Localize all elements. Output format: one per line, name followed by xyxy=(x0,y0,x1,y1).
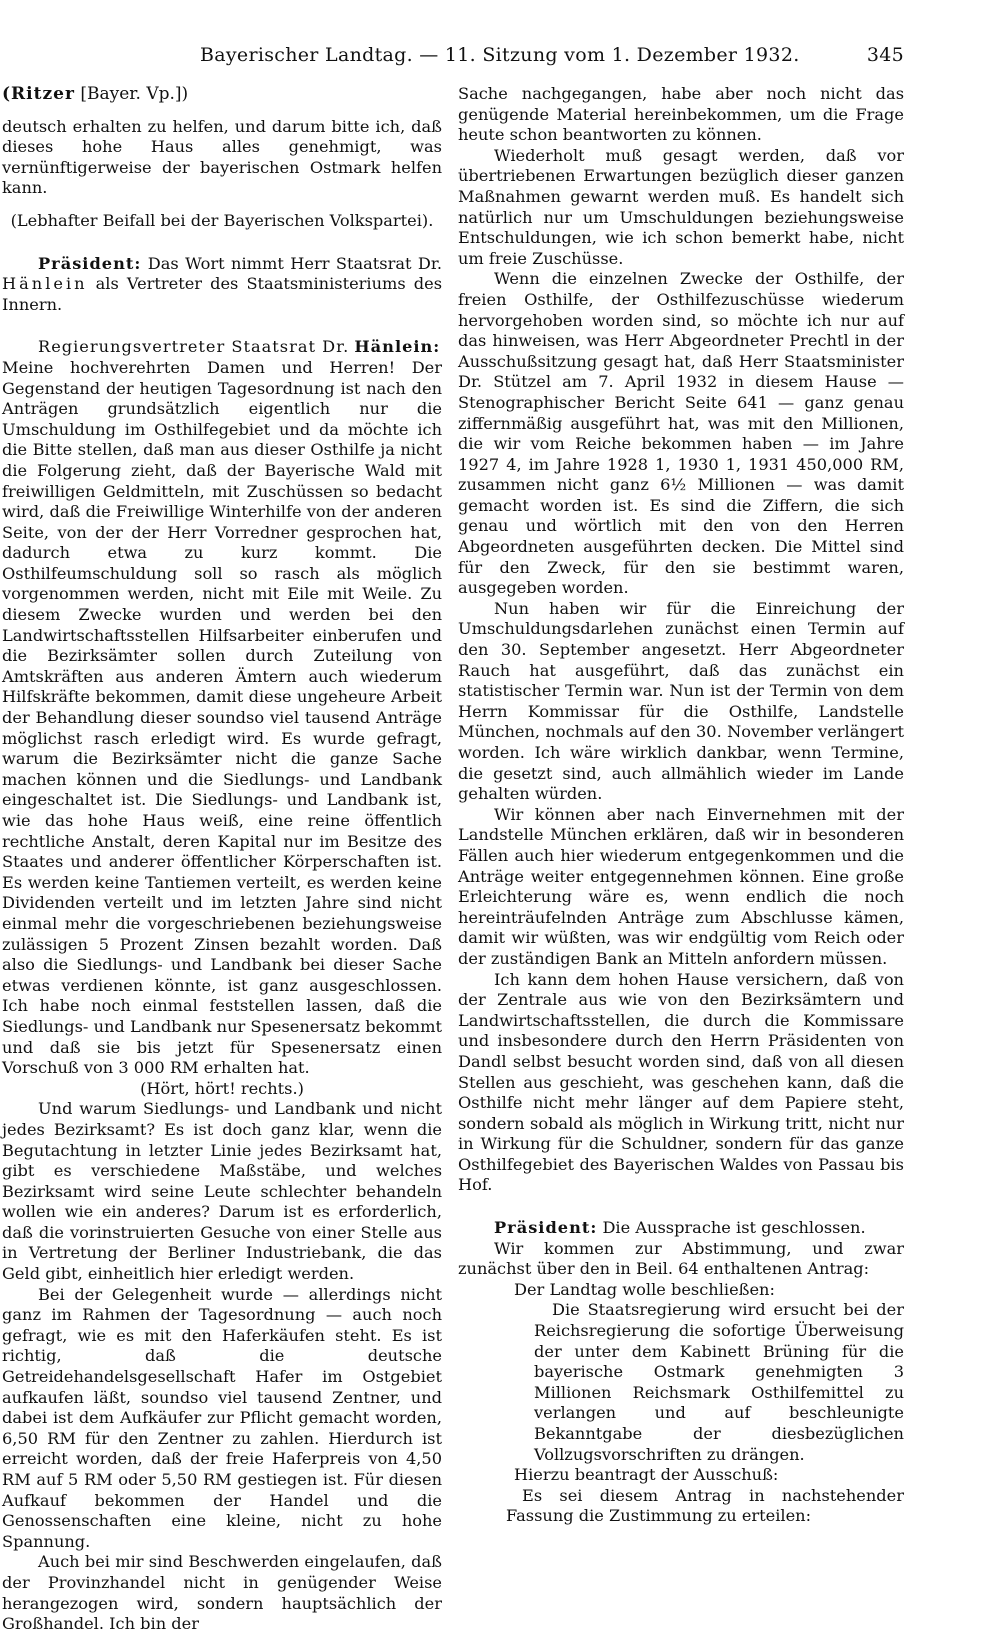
paragraph: Nun haben wir für die Einreichung der Umschuldungsdarlehen zunächst einen Termin auf den 30. September angesetzt. Herr Abgeordneter Rauch hat ausgeführt, daß das zunächst ein statistischer Termin war. Nun ist der Termin von dem Herrn Kommissar für die Osthilfe, Landstelle München, nochmals auf den 30. November verlängert worden. Ich wäre wirklich dankbar, wenn Termine, die gesetzt sind, auch allmählich wieder im Lande gehalten würden. xyxy=(458,598,904,804)
page-header xyxy=(0,44,1000,68)
paragraph: Wiederholt muß gesagt werden, daß vor übertriebenen Erwartungen bezüglich dieser ganzen Maßnahmen gewarnt werden muß. Es handelt sich natürlich nur um Umschuldungen beziehungsweise Entschuldungen, wie ich schon bemerkt habe, nicht um freie Zuschüsse. xyxy=(458,145,904,268)
paragraph: Meine hochverehrten Damen und Herren! Der Gegenstand der heutigen Tagesordnung ist nach den Anträgen grundsätzlich eigentlich nur die Umschuldung im Osthilfegebiet und da möchte ich die Bitte stellen, daß man aus dieser Osthilfe ja nicht die Folgerung zieht, daß der Bayerische Wald mit freiwilligen Geldmitteln, mit Zuschüssen so bedacht wird, daß die Freiwillige Winterhilfe von der anderen Seite, von der der Herr Vorredner gesprochen hat, dadurch etwa zu kurz kommt. Die Osthilfeumschuldung soll so rasch als möglich vorgenommen werden, nicht mit Eile mit Weile. Zu diesem Zwecke wurden und werden bei den Landwirtschaftsstellen Hilfsarbeiter einberufen und die Bezirksämter sollen durch Zuteilung von Amtskräften aus anderen Ämtern auch wiederum Hilfskräfte bekommen, damit diese ungeheure Arbeit der Behandlung dieser soundso viel tausend Anträge möglichst rasch erledigt wird. Es wurde gefragt, warum die Bezirksämter nicht die ganze Sache machen können und die Siedlungs- und Landbank eingeschaltet ist. Die Siedlungs- und Landbank ist, wie das hohe Haus weiß, eine reine öffentlich rechtliche Anstalt, deren Kapital nur im Besitze des Staates und anderer öffentlicher Körperschaften ist. Es werden keine Tantiemen verteilt, es werden keine Dividenden verteilt und im letzten Jahre sind nicht einmal mehr die vorgeschriebenen beziehungsweise zulässigen 5 Prozent Zinsen bezahlt worden. Daß also die Siedlungs- und Landbank bei dieser Sache etwas verdienen könnte, ist ganz ausgeschlossen. Ich habe noch einmal feststellen lassen, daß die Siedlungs- und Landbank nur Spesenersatz bekommt und daß sie bis jetzt für Spesenersatz einen Vorschuß von 3 000 RM erhalten hat. xyxy=(2,357,442,1078)
paragraph: Wir können aber nach Einvernehmen mit der Landstelle München erklären, daß wir in besonderen Fällen auch hier wiederum entgegenkommen und die Anträge weiter entgegennehmen können. Eine große Erleichterung wäre es, wenn endlich die noch hereinträufelnden Anträge zum Abschlusse kämen, damit wir wüßten, was wir endgültig vom Reich oder der zuständigen Bank an Mitteln anfordern müssen. xyxy=(458,804,904,968)
paragraph: Bei der Gelegenheit wurde — allerdings nicht ganz im Rahmen der Tagesordnung — auch noch gefragt, wie es mit den Haferkäufen steht. Es ist richtig, daß die deutsche Getreidehandelsgesellschaft Hafer im Ostgebiet aufkaufen läßt, soundso viel tausend Zentner, und dabei ist dem Aufkäufer zur Pflicht gemacht worden, 6,50 RM für den Zentner zu zahlen. Hierdurch ist erreicht worden, daß der freie Haferpreis von 4,50 RM auf 5 RM oder 5,50 RM gestiegen ist. Für diesen Aufkauf bekommen der Handel und die Genossenschaften eine kleine, nicht zu hohe Spannung. xyxy=(2,1284,442,1551)
president-statement xyxy=(2,254,442,316)
running-title: Bayerischer Landtag. — 11. Sitzung vom 1. Dezember 1932. xyxy=(200,44,800,66)
interjection: (Hört, hört! rechts.) xyxy=(140,1078,304,1098)
resolution-intro: Der Landtag wolle beschließen: xyxy=(514,1279,775,1299)
speaker-name: Hänlein xyxy=(2,274,88,294)
page-number: 345 xyxy=(866,44,904,66)
president-statement xyxy=(458,1218,904,1239)
speaker-title: Regierungsvertreter Staatsrat Dr. xyxy=(38,337,350,357)
speaker-label: Präsident: xyxy=(494,1218,598,1238)
speaker-party: [Bayer. Vp.]) xyxy=(80,84,189,104)
statement-text: Das Wort nimmt Herr Staatsrat Dr. xyxy=(147,253,442,273)
committee-text: Es sei diesem Antrag in nachstehender Fassung die Zustimmung zu erteilen: xyxy=(506,1485,904,1526)
interjection: (Lebhafter Beifall bei der Bayerischen Volkspartei). xyxy=(10,210,434,230)
speaker-name: Hänlein: xyxy=(354,337,441,357)
right-column xyxy=(458,84,904,1527)
paragraph: Wir kommen zur Abstimmung, und zwar zunächst über den in Beil. 64 enthaltenen Antrag: xyxy=(458,1238,904,1279)
speaker-label: Präsident: xyxy=(38,253,142,273)
paragraph: Auch bei mir sind Beschwerden eingelaufen, daß der Provinzhandel nicht in genügender Weise herangezogen wird, sondern hauptsächlich der Großhandel. Ich bin der xyxy=(2,1552,442,1634)
paragraph: Ich kann dem hohen Hause versichern, daß von der Zentrale aus wie von den Bezirksämtern und Landwirtschaftsstellen, die durch die Kommissare und insbesondere durch den Herrn Präsidenten von Dandl selbst besucht worden sind, daß von all diesen Stellen aus geschieht, was geschehen kann, daß die Osthilfe nicht mehr länger auf dem Papiere steht, sondern sobald als möglich in Wirkung tritt, nicht nur in Wirkung für die Schuldner, sondern für das ganze Osthilfegebiet des Bayerischen Waldes von Passau bis Hof. xyxy=(458,969,904,1195)
paragraph: Sache nachgegangen, habe aber noch nicht das genügende Material hereinbekommen, um die Frage heute schon beantworten zu können. xyxy=(458,84,904,145)
paragraph: deutsch erhalten zu helfen, und darum bitte ich, daß dieses hohe Haus alles genehmigt, was vernünftigerweise der bayerischen Ostmark helfen kann. xyxy=(2,116,442,198)
speaker-heading xyxy=(2,337,442,358)
paragraph: Wenn die einzelnen Zwecke der Osthilfe, der freien Osthilfe, der Osthilfezuschüsse wiederum hervorgehoben worden sind, so möchte ich nur auf das hinweisen, was Herr Abgeordneter Prechtl in der Ausschußsitzung gesagt hat, daß Herr Staatsminister Dr. Stützel am 7. April 1932 in diesem Hause — Stenographischer Bericht Seite 641 — ganz genau ziffernmäßig ausgeführt hat, was mit den Millionen, die wir vom Reiche bekommen haben — im Jahre 1927 4, im Jahre 1928 1, 1930 1, 1931 450,000 RM, zusammen nicht ganz 6½ Millionen — was damit gemacht worden ist. Es sind die Ziffern, die sich genau und wörtlich mit den von den Herren Abgeordneten ausgeführten decken. Die Mittel sind für den Zweck, für den sie bestimmt waren, ausgegeben worden. xyxy=(458,269,904,598)
speaker-continuation xyxy=(2,84,442,105)
speaker-name: (Ritzer xyxy=(2,84,75,104)
left-column xyxy=(2,84,442,1635)
statement-text: Die Aussprache ist geschlossen. xyxy=(602,1218,866,1238)
motion-text: Die Staatsregierung wird ersucht bei der Reichsregierung die sofortige Überweisung der unter dem Kabinett Brüning für die bayerische Ostmark genehmigten 3 Millionen Reichsmark Osthilfemittel zu verlangen und auf beschleunigte Bekanntgabe der diesbezüglichen Vollzugsvorschriften zu drängen. xyxy=(534,1300,904,1464)
paragraph: Und warum Siedlungs- und Landbank und nicht jedes Bezirksamt? Es ist doch ganz klar, wenn die Begutachtung in letzter Linie jedes Bezirksamt hat, gibt es verschiedene Maßstäbe, und welches Bezirksamt wird seine Leute schlechter behandeln wollen wie ein anderes? Darum ist es erforderlich, daß die vorinstruierten Gesuche von einer Stelle aus in Vertretung der Berliner Industriebank, die das Geld gibt, einheitlich hier erledigt werden. xyxy=(2,1099,442,1284)
committee-intro: Hierzu beantragt der Ausschuß: xyxy=(514,1465,779,1485)
statement-text: als Vertreter des Staatsministeriums des Innern. xyxy=(2,274,443,314)
